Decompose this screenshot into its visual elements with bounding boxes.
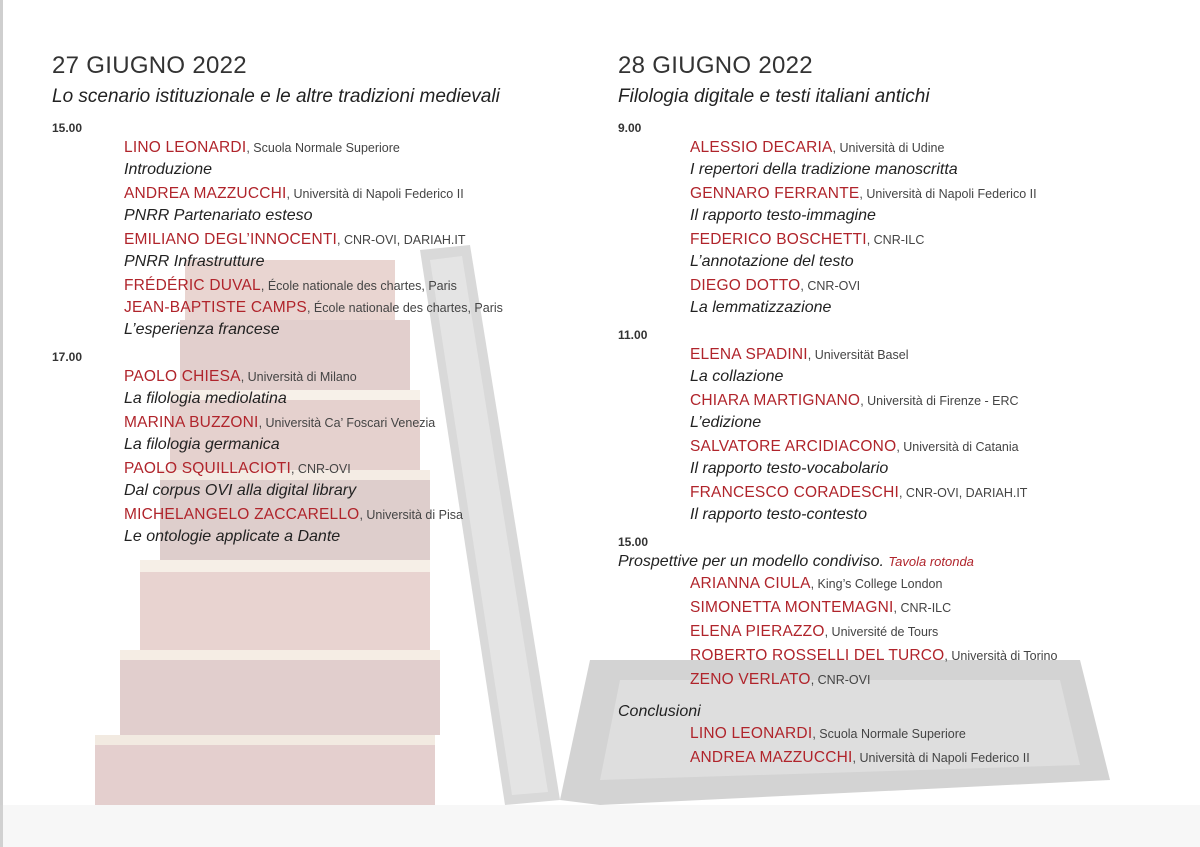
speaker-affiliation: , Università di Milano <box>240 370 357 384</box>
roundtable-tag: Tavola rotonda <box>888 554 974 569</box>
speaker-name: MICHELANGELO ZACCARELLO <box>124 506 360 523</box>
speaker-name: FEDERICO BOSCHETTI <box>690 231 867 248</box>
session-9 <box>618 121 1178 318</box>
speaker <box>124 297 572 319</box>
talk-title: PNRR Infrastrutture <box>124 253 265 270</box>
talk <box>124 412 572 455</box>
speaker <box>690 183 1178 205</box>
session-15 <box>52 121 572 340</box>
speaker-name: PAOLO CHIESA <box>124 368 241 385</box>
day-date: 28 GIUGNO 2022 <box>618 52 813 79</box>
speaker <box>124 412 572 434</box>
panelist <box>690 573 1178 595</box>
speaker-affiliation: , CNR-ILC <box>893 601 952 615</box>
talk <box>690 436 1178 479</box>
speaker-name: SIMONETTA MONTEMAGNI <box>690 599 894 616</box>
speaker <box>124 229 572 251</box>
speaker-name: FRÉDÉRIC DUVAL <box>124 277 261 294</box>
speaker <box>690 436 1178 458</box>
talk <box>124 183 572 226</box>
page-edge <box>0 0 3 847</box>
speaker <box>124 504 572 526</box>
talk <box>690 390 1178 433</box>
speaker <box>690 344 1178 366</box>
session-time: 15.00 <box>618 535 649 549</box>
talk <box>690 183 1178 226</box>
speaker-name: ELENA PIERAZZO <box>690 623 825 640</box>
speaker-name: FRANCESCO CORADESCHI <box>690 484 899 501</box>
roundtable-title <box>618 551 1178 573</box>
conclusions-label: Conclusioni <box>618 703 701 720</box>
speaker-affiliation: , Universität Basel <box>807 348 909 362</box>
speaker <box>690 137 1178 159</box>
talk <box>124 366 572 409</box>
talk <box>124 458 572 501</box>
panelist <box>690 645 1178 667</box>
session-time: 17.00 <box>52 350 83 364</box>
speaker-name: ALESSIO DECARIA <box>690 139 833 156</box>
speaker-name: ZENO VERLATO <box>690 671 811 688</box>
speaker-affiliation: , Università di Torino <box>944 649 1058 663</box>
talk-title: Dal corpus OVI alla digital library <box>124 482 357 499</box>
speaker-name: CHIARA MARTIGNANO <box>690 392 861 409</box>
session-time: 9.00 <box>618 121 642 135</box>
speaker <box>124 458 572 480</box>
session-time: 15.00 <box>52 121 83 135</box>
talk-title: Introduzione <box>124 161 213 178</box>
talk <box>124 275 572 340</box>
talk-title: L’annotazione del testo <box>690 253 854 270</box>
speaker-affiliation: , Università di Pisa <box>359 508 463 522</box>
speaker <box>124 137 572 159</box>
session-time: 11.00 <box>618 328 648 342</box>
speaker-name: PAOLO SQUILLACIOTI <box>124 460 291 477</box>
speaker <box>690 275 1178 297</box>
speaker <box>124 275 572 297</box>
session-17 <box>52 350 572 547</box>
talk <box>124 137 572 180</box>
talk-title: La filologia germanica <box>124 436 280 453</box>
day-theme: Filologia digitale e testi italiani antichi <box>618 86 930 107</box>
day-theme: Lo scenario istituzionale e le altre tradizioni medievali <box>52 86 500 107</box>
speaker-name: SALVATORE ARCIDIACONO <box>690 438 897 455</box>
speaker <box>124 366 572 388</box>
speaker <box>690 229 1178 251</box>
speaker-affiliation: , Università di Udine <box>832 141 945 155</box>
speaker <box>690 747 1178 769</box>
talk-title: PNRR Partenariato esteso <box>124 207 313 224</box>
speaker-affiliation: , CNR-ILC <box>866 233 925 247</box>
speaker-name: ELENA SPADINI <box>690 346 808 363</box>
speaker-affiliation: , CNR-OVI, DARIAH.IT <box>337 233 466 247</box>
session-roundtable <box>618 535 1178 691</box>
speaker-affiliation: , Università di Napoli Federico II <box>286 187 464 201</box>
speaker-name: ANDREA MAZZUCCHI <box>690 749 853 766</box>
conclusions <box>618 701 1178 769</box>
roundtable-title-text: Prospettive per un modello condiviso. <box>618 553 884 570</box>
speaker-name: LINO LEONARDI <box>124 139 247 156</box>
talk-title: L’esperienza francese <box>124 321 280 338</box>
talk <box>124 229 572 272</box>
speaker-name: ARIANNA CIULA <box>690 575 811 592</box>
talk-title: Il rapporto testo-vocabolario <box>690 460 889 477</box>
speaker-name: ROBERTO ROSSELLI DEL TURCO <box>690 647 945 664</box>
speaker-affiliation: , CNR-OVI <box>290 462 351 476</box>
speaker-name: GENNARO FERRANTE <box>690 185 860 202</box>
speaker-affiliation: , Università di Firenze - ERC <box>860 394 1019 408</box>
day-date: 27 GIUGNO 2022 <box>52 52 247 79</box>
talk <box>690 229 1178 272</box>
talk-title: Il rapporto testo-contesto <box>690 506 867 523</box>
talk <box>690 482 1178 525</box>
talk-title: La lemmatizzazione <box>690 299 832 316</box>
day-27-column <box>52 50 572 557</box>
speaker-affiliation: , CNR-OVI, DARIAH.IT <box>898 486 1028 500</box>
talk-title: La collazione <box>690 368 784 385</box>
speaker-name: ANDREA MAZZUCCHI <box>124 185 287 202</box>
speaker-affiliation: , King’s College London <box>810 577 943 591</box>
speaker <box>690 482 1178 504</box>
speaker-affiliation: , CNR-OVI <box>810 673 871 687</box>
talk-title: I repertori della tradizione manoscritta <box>690 161 958 178</box>
session-11 <box>618 328 1178 525</box>
speaker-name: JEAN-BAPTISTE CAMPS <box>124 299 307 316</box>
talk-title: L’edizione <box>690 414 762 431</box>
speaker-name: LINO LEONARDI <box>690 725 813 742</box>
speaker-affiliation: , Scuola Normale Superiore <box>246 141 400 155</box>
speaker-affiliation: , Università di Catania <box>896 440 1019 454</box>
day-28-column <box>618 50 1178 779</box>
speaker-affiliation: , Università Ca’ Foscari Venezia <box>258 416 436 430</box>
speaker-name: DIEGO DOTTO <box>690 277 801 294</box>
speaker-affiliation: , CNR-OVI <box>800 279 861 293</box>
talk <box>124 504 572 547</box>
talk <box>690 275 1178 318</box>
talk <box>690 344 1178 387</box>
speaker-affiliation: , École nationale des chartes, Paris <box>306 301 503 315</box>
talk <box>690 137 1178 180</box>
speaker-affiliation: , Université de Tours <box>824 625 939 639</box>
speaker-affiliation: , Scuola Normale Superiore <box>812 727 966 741</box>
talk-title: La filologia mediolatina <box>124 390 287 407</box>
speaker <box>124 183 572 205</box>
speaker-affiliation: , Università di Napoli Federico II <box>859 187 1037 201</box>
speaker <box>690 723 1178 745</box>
panelist <box>690 669 1178 691</box>
speaker <box>690 390 1178 412</box>
speaker-name: MARINA BUZZONI <box>124 414 259 431</box>
talk-title: Le ontologie applicate a Dante <box>124 528 341 545</box>
panelist <box>690 621 1178 643</box>
panelist <box>690 597 1178 619</box>
speaker-affiliation: , Università di Napoli Federico II <box>852 751 1030 765</box>
talk-title: Il rapporto testo-immagine <box>690 207 876 224</box>
speaker-name: EMILIANO DEGL’INNOCENTI <box>124 231 338 248</box>
speaker-affiliation: , École nationale des chartes, Paris <box>260 279 457 293</box>
